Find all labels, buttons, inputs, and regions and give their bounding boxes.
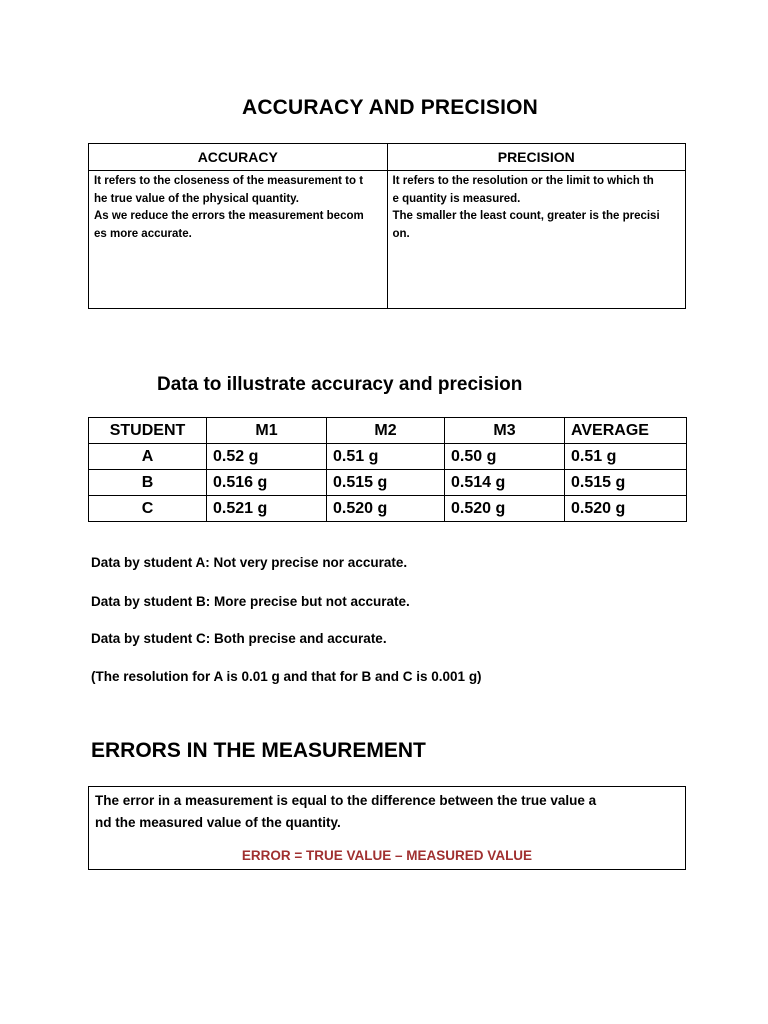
precision-header: PRECISION (387, 144, 686, 171)
table-row (89, 444, 687, 470)
cell-m2: 0.51 g (327, 444, 445, 470)
note-student-a: Data by student A: Not very precise nor accurate. (91, 555, 408, 570)
error-formula: ERROR = TRUE VALUE – MEASURED VALUE (241, 848, 533, 863)
accuracy-line: he true value of the physical quantity. (94, 192, 299, 205)
cell-m3: 0.50 g (445, 444, 565, 470)
accuracy-line: It refers to the closeness of the measurement to t (94, 175, 364, 187)
table-header-row (89, 418, 687, 444)
precision-definition (387, 171, 686, 309)
header-student: STUDENT (89, 418, 207, 444)
cell-average: 0.51 g (565, 444, 687, 470)
cell-m2: 0.515 g (327, 470, 445, 496)
header-average: AVERAGE (565, 418, 687, 444)
accuracy-precision-table (88, 143, 686, 309)
precision-line: e quantity is measured. (392, 192, 521, 205)
cell-student: C (89, 496, 207, 522)
note-resolution: (The resolution for A is 0.01 g and that for B and C is 0.001 g) (91, 669, 482, 684)
cell-average: 0.520 g (565, 496, 687, 522)
cell-m1: 0.521 g (207, 496, 327, 522)
cell-student: B (89, 470, 207, 496)
cell-m3: 0.514 g (445, 470, 565, 496)
error-definition-text (95, 790, 681, 834)
cell-m3: 0.520 g (445, 496, 565, 522)
table-row (89, 496, 687, 522)
table-row (89, 470, 687, 496)
note-student-c: Data by student C: Both precise and accurate. (91, 631, 387, 646)
error-definition-box (88, 786, 686, 870)
data-section-title: Data to illustrate accuracy and precision (157, 374, 523, 395)
error-definition-line: nd the measured value of the quantity. (95, 815, 341, 830)
precision-line: It refers to the resolution or the limit to which th (392, 175, 654, 187)
precision-line: The smaller the least count, greater is the precisi (392, 210, 660, 222)
accuracy-definition (89, 171, 388, 309)
error-definition-line: The error in a measurement is equal to the difference between the true value a (95, 793, 597, 808)
accuracy-line: es more accurate. (94, 227, 192, 240)
page-title: ACCURACY AND PRECISION (241, 96, 539, 119)
note-student-b: Data by student B: More precise but not accurate. (91, 594, 410, 609)
cell-m2: 0.520 g (327, 496, 445, 522)
header-m3: M3 (445, 418, 565, 444)
header-m2: M2 (327, 418, 445, 444)
precision-line: on. (392, 227, 410, 240)
errors-heading: ERRORS IN THE MEASUREMENT (91, 739, 426, 762)
header-m1: M1 (207, 418, 327, 444)
measurement-data-table (88, 417, 687, 522)
cell-m1: 0.516 g (207, 470, 327, 496)
accuracy-header: ACCURACY (89, 144, 388, 171)
accuracy-line: As we reduce the errors the measurement becom (94, 210, 364, 222)
cell-m1: 0.52 g (207, 444, 327, 470)
cell-average: 0.515 g (565, 470, 687, 496)
cell-student: A (89, 444, 207, 470)
